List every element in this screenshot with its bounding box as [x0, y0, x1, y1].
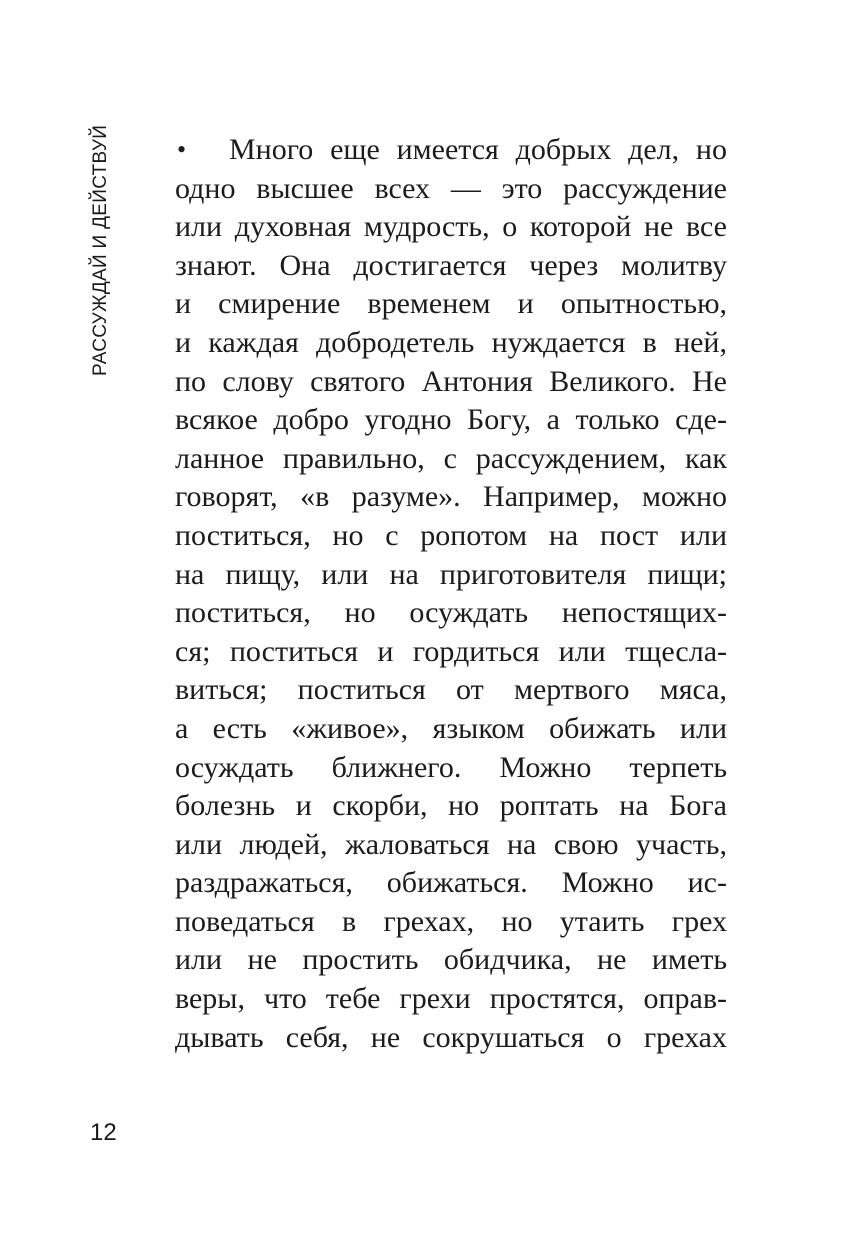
- text-line-24: дывать себя, не сокрушаться о грехах: [175, 1020, 727, 1054]
- text-line-3: или духовная мудрость, о которой не все: [175, 210, 727, 244]
- text-line-22: или не простить обидчика, не иметь: [175, 943, 727, 977]
- text-line-6: и каждая добродетель нуждается в ней,: [175, 325, 727, 359]
- text-line-1: [175, 131, 727, 170]
- text-line-17: осуждать ближнего. Можно терпеть: [175, 750, 727, 784]
- text-line-9: ланное правильно, с рассуждением, как: [175, 441, 727, 475]
- text-line-5: и смирение временем и опытностью,: [175, 287, 727, 321]
- text-line-14: ся; поститься и гордиться или тщесла-: [175, 634, 727, 668]
- text-line-15: виться; поститься от мертвого мяса,: [175, 673, 727, 707]
- text-line-10: говорят, «в разуме». Например, можно: [175, 480, 727, 514]
- text-line-18: болезнь и скорби, но роптать на Бога: [175, 789, 727, 823]
- body-paragraph: [175, 131, 727, 1057]
- text-line-19: или людей, жаловаться на свою участь,: [175, 827, 727, 861]
- bullet-icon: •: [177, 135, 187, 164]
- text-line-21: поведаться в грехах, но утаить грех: [175, 904, 727, 938]
- text-line-23: веры, что тебе грехи простятся, оправ-: [175, 982, 727, 1016]
- text-line-1-content: Много еще имеется добрых дел, но: [229, 133, 727, 166]
- running-head: РАССУЖДАЙ И ДЕЙСТВУЙ: [90, 124, 111, 376]
- text-line-7: по слову святого Антония Великого. Не: [175, 364, 727, 398]
- text-line-13: поститься, но осуждать непостящих-: [175, 596, 727, 630]
- text-line-8: всякое добро угодно Богу, а только сде-: [175, 403, 727, 437]
- text-line-4: знают. Она достигается через молитву: [175, 248, 727, 282]
- text-line-20: раздражаться, обижаться. Можно ис-: [175, 866, 727, 900]
- page-number: 12: [90, 1119, 117, 1146]
- text-line-2: одно высшее всех — это рассуждение: [175, 171, 727, 205]
- text-line-16: а есть «живое», языком обижать или: [175, 711, 727, 745]
- text-line-12: на пищу, или на приготовителя пищи;: [175, 557, 727, 591]
- text-line-11: поститься, но с ропотом на пост или: [175, 518, 727, 552]
